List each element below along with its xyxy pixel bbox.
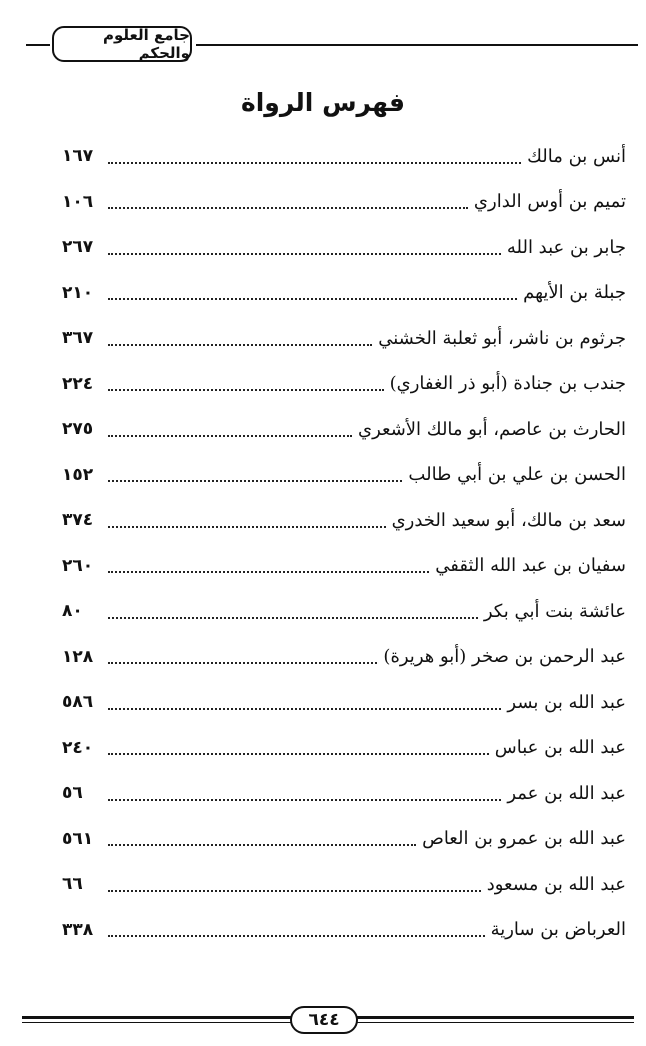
dot-leader: [108, 935, 485, 937]
narrator-name: أنس بن مالك: [527, 145, 626, 167]
narrator-name: العرباض بن سارية: [490, 919, 626, 941]
narrator-name: الحارث بن عاصم، أبو مالك الأشعري: [358, 418, 626, 440]
dot-leader: [108, 253, 501, 255]
index-entry: [62, 680, 626, 726]
entry-page-number: ٥٦: [62, 783, 83, 804]
entry-page-number: ٢٤٠: [62, 737, 94, 758]
dot-leader: [108, 389, 384, 391]
narrator-name: تميم بن أوس الداري: [473, 191, 626, 213]
index-entry: [62, 544, 626, 590]
narrator-name: جبلة بن الأيهم: [523, 282, 626, 304]
index-entry: [62, 407, 626, 453]
dot-leader: [108, 480, 402, 482]
narrator-name: عبد الرحمن بن صخر (أبو هريرة): [383, 646, 626, 668]
dot-leader: [108, 162, 521, 164]
dot-leader: [108, 799, 501, 801]
dot-leader: [108, 571, 429, 573]
running-header: [0, 24, 646, 68]
page-title: فهرس الرواة: [240, 88, 405, 117]
index-entry: [62, 589, 626, 635]
entry-page-number: ١٥٢: [62, 464, 94, 485]
dot-leader: [108, 344, 372, 346]
narrator-name: عبد الله بن عمرو بن العاص: [422, 828, 626, 850]
index-entry: [62, 453, 626, 499]
index-entry: [62, 180, 626, 226]
entry-page-number: ٢٧٥: [62, 419, 94, 440]
narrator-name: الحسن بن علي بن أبي طالب: [408, 464, 626, 486]
page-footer: [0, 1006, 646, 1046]
index-entry: [62, 908, 626, 954]
entry-page-number: ١٠٦: [62, 191, 94, 212]
index-entry: [62, 316, 626, 362]
narrator-name: عائشة بنت أبي بكر: [483, 600, 626, 622]
index-entry: [62, 726, 626, 772]
narrator-name: جندب بن جنادة (أبو ذر الغفاري): [389, 373, 626, 395]
narrator-name: سعد بن مالك، أبو سعيد الخدري: [391, 509, 626, 531]
entry-page-number: ٥٦١: [62, 828, 94, 849]
narrator-name: سفيان بن عبد الله الثقفي: [435, 555, 626, 577]
narrator-name: عبد الله بن بسر: [507, 691, 626, 713]
entry-page-number: ٢٢٤: [62, 373, 94, 394]
index-entry: [62, 225, 626, 271]
entry-page-number: ٣٦٧: [62, 328, 94, 349]
dot-leader: [108, 617, 478, 619]
entry-page-number: ٢٦٠: [62, 555, 94, 576]
narrator-name: جابر بن عبد الله: [506, 236, 626, 258]
narrator-name: عبد الله بن مسعود: [486, 873, 626, 895]
index-entry: [62, 635, 626, 681]
entry-page-number: ٣٣٨: [62, 919, 94, 940]
dot-leader: [108, 890, 481, 892]
dot-leader: [108, 753, 489, 755]
index-entry: [62, 271, 626, 317]
entry-page-number: ٣٧٤: [62, 510, 94, 531]
index-entry: [62, 362, 626, 408]
index-entry: [62, 862, 626, 908]
header-rule-right: [196, 44, 638, 46]
entry-page-number: ٢١٠: [62, 282, 94, 303]
dot-leader: [108, 207, 468, 209]
index-entry: [62, 771, 626, 817]
dot-leader: [108, 526, 386, 528]
entry-page-number: ٢٦٧: [62, 237, 94, 258]
narrator-name: عبد الله بن عمر: [507, 782, 626, 804]
dot-leader: [108, 662, 377, 664]
index-entry: [62, 498, 626, 544]
entry-page-number: ٥٨٦: [62, 692, 94, 713]
dot-leader: [108, 298, 517, 300]
header-rule-left: [26, 44, 50, 46]
index-entry: [62, 817, 626, 863]
dot-leader: [108, 844, 416, 846]
entry-page-number: ١٢٨: [62, 646, 94, 667]
dot-leader: [108, 435, 352, 437]
book-title-label: جامع العلوم والحكم: [52, 26, 192, 62]
index-entry: [62, 134, 626, 180]
entry-page-number: ١٦٧: [62, 146, 94, 167]
entry-page-number: ٨٠: [62, 601, 83, 622]
narrator-name: عبد الله بن عباس: [494, 737, 626, 759]
narrator-name: جرثوم بن ناشر، أبو ثعلبة الخشني: [378, 327, 626, 349]
narrators-index-list: [62, 134, 626, 953]
page-number: ٦٤٤: [290, 1006, 358, 1034]
entry-page-number: ٦٦: [62, 874, 83, 895]
dot-leader: [108, 708, 501, 710]
